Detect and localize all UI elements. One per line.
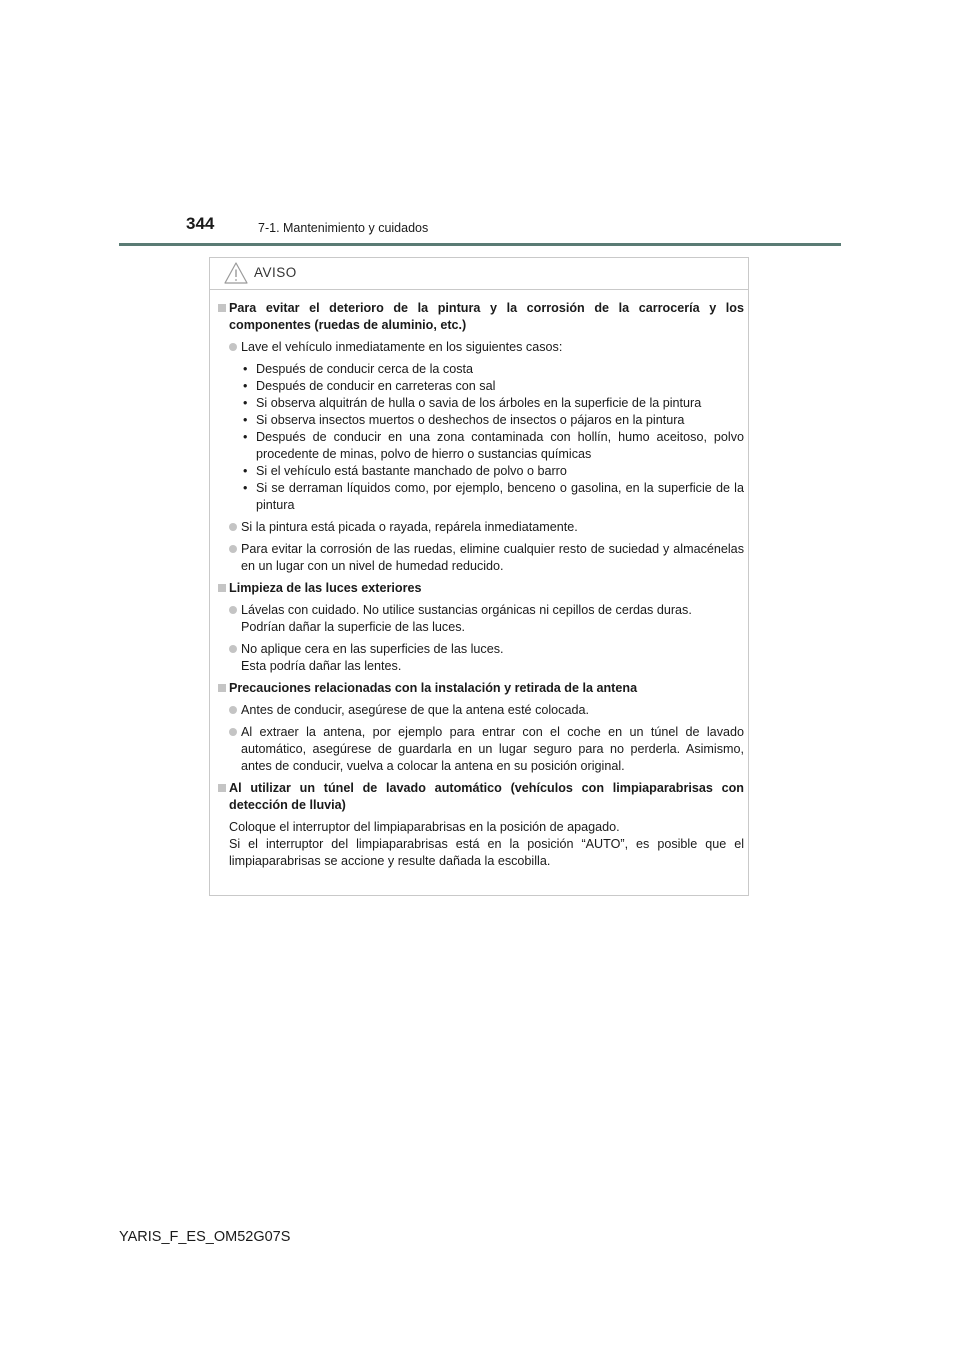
bullet-line: Podrían dañar la superficie de las luces. bbox=[241, 620, 466, 634]
bullet-text: Si la pintura está picada o rayada, repárela inmediatamente. bbox=[241, 520, 578, 534]
section-heading-text: Limpieza de las luces exteriores bbox=[229, 581, 422, 595]
sub-list-item: • Después de conducir en carreteras con sal bbox=[218, 378, 744, 395]
circle-bullet-icon bbox=[229, 706, 237, 714]
warning-body bbox=[218, 300, 744, 870]
bullet-item bbox=[218, 339, 744, 356]
warning-title: AVISO bbox=[254, 265, 297, 280]
section-heading bbox=[218, 780, 744, 814]
circle-bullet-icon bbox=[229, 606, 237, 614]
sub-list-item: • Después de conducir cerca de la costa bbox=[218, 361, 744, 378]
bullet-line: No aplique cera en las superficies de las luces. bbox=[241, 642, 504, 656]
bullet-text: Antes de conducir, asegúrese de que la antena esté colocada. bbox=[241, 703, 589, 717]
circle-bullet-icon bbox=[229, 645, 237, 653]
square-bullet-icon bbox=[218, 584, 226, 592]
bullet-item bbox=[218, 541, 744, 575]
section-heading-text: Para evitar el deterioro de la pintura y la corrosión de la carrocería y los componentes (ruedas de aluminio, etc.) bbox=[229, 301, 744, 332]
square-bullet-icon bbox=[218, 784, 226, 792]
paragraph-line: Coloque el interruptor del limpiaparabrisas en la posición de apagado. bbox=[229, 820, 620, 834]
warning-box bbox=[209, 257, 749, 896]
section-heading-text: Al utilizar un túnel de lavado automático (vehículos con limpiaparabrisas con detección de lluvia) bbox=[229, 781, 744, 812]
circle-bullet-icon bbox=[229, 728, 237, 736]
bullet-item bbox=[218, 602, 744, 636]
bullet-text: Al extraer la antena, por ejemplo para entrar con el coche en un túnel de lavado automático, asegúrese de guardarla en un lugar seguro para no perderla. Asimismo, antes de conducir, vuelva a colocar la antena en su posición original. bbox=[241, 725, 744, 773]
section-title: 7-1. Mantenimiento y cuidados bbox=[258, 221, 429, 235]
bullet-line: Esta podría dañar las lentes. bbox=[241, 659, 402, 673]
sub-list-item: • Si el vehículo está bastante manchado de polvo o barro bbox=[218, 463, 744, 480]
section-heading bbox=[218, 680, 744, 697]
document-code: YARIS_F_ES_OM52G07S bbox=[119, 1229, 291, 1245]
page-number: 344 bbox=[186, 214, 215, 233]
warning-box-header bbox=[210, 258, 748, 290]
sub-list-item: • Si observa alquitrán de hulla o savia de los árboles en la superficie de la pintura bbox=[218, 395, 744, 412]
section-paragraph bbox=[218, 819, 744, 870]
sub-list-item: • Si se derraman líquidos como, por ejemplo, benceno o gasolina, en la superficie de la pintura bbox=[218, 480, 744, 514]
warning-triangle-icon bbox=[224, 262, 248, 284]
bullet-line: Lávelas con cuidado. No utilice sustancias orgánicas ni cepillos de cerdas duras. bbox=[241, 603, 692, 617]
circle-bullet-icon bbox=[229, 545, 237, 553]
square-bullet-icon bbox=[218, 304, 226, 312]
sub-list bbox=[218, 361, 744, 514]
bullet-item bbox=[218, 641, 744, 675]
bullet-item bbox=[218, 519, 744, 536]
header-rule bbox=[119, 243, 841, 246]
section-heading bbox=[218, 580, 744, 597]
circle-bullet-icon bbox=[229, 343, 237, 351]
paragraph-line: Si el interruptor del limpiaparabrisas está en la posición “AUTO”, es posible que el limpiaparabrisas se accione y resulte dañada la escobilla. bbox=[229, 837, 744, 868]
circle-bullet-icon bbox=[229, 523, 237, 531]
section-heading-text: Precauciones relacionadas con la instalación y retirada de la antena bbox=[229, 681, 638, 695]
sub-list-item: • Si observa insectos muertos o deshechos de insectos o pájaros en la pintura bbox=[218, 412, 744, 429]
bullet-text: Lave el vehículo inmediatamente en los siguientes casos: bbox=[241, 340, 563, 354]
bullet-item bbox=[218, 724, 744, 775]
sub-list-item: • Después de conducir en una zona contaminada con hollín, humo aceitoso, polvo procedente de minas, polvo de hierro o sustancias químicas bbox=[218, 429, 744, 463]
square-bullet-icon bbox=[218, 684, 226, 692]
bullet-text: Para evitar la corrosión de las ruedas, elimine cualquier resto de suciedad y almacénelas en un lugar con un nivel de humedad reducido. bbox=[241, 542, 744, 573]
section-heading bbox=[218, 300, 744, 334]
bullet-item bbox=[218, 702, 744, 719]
